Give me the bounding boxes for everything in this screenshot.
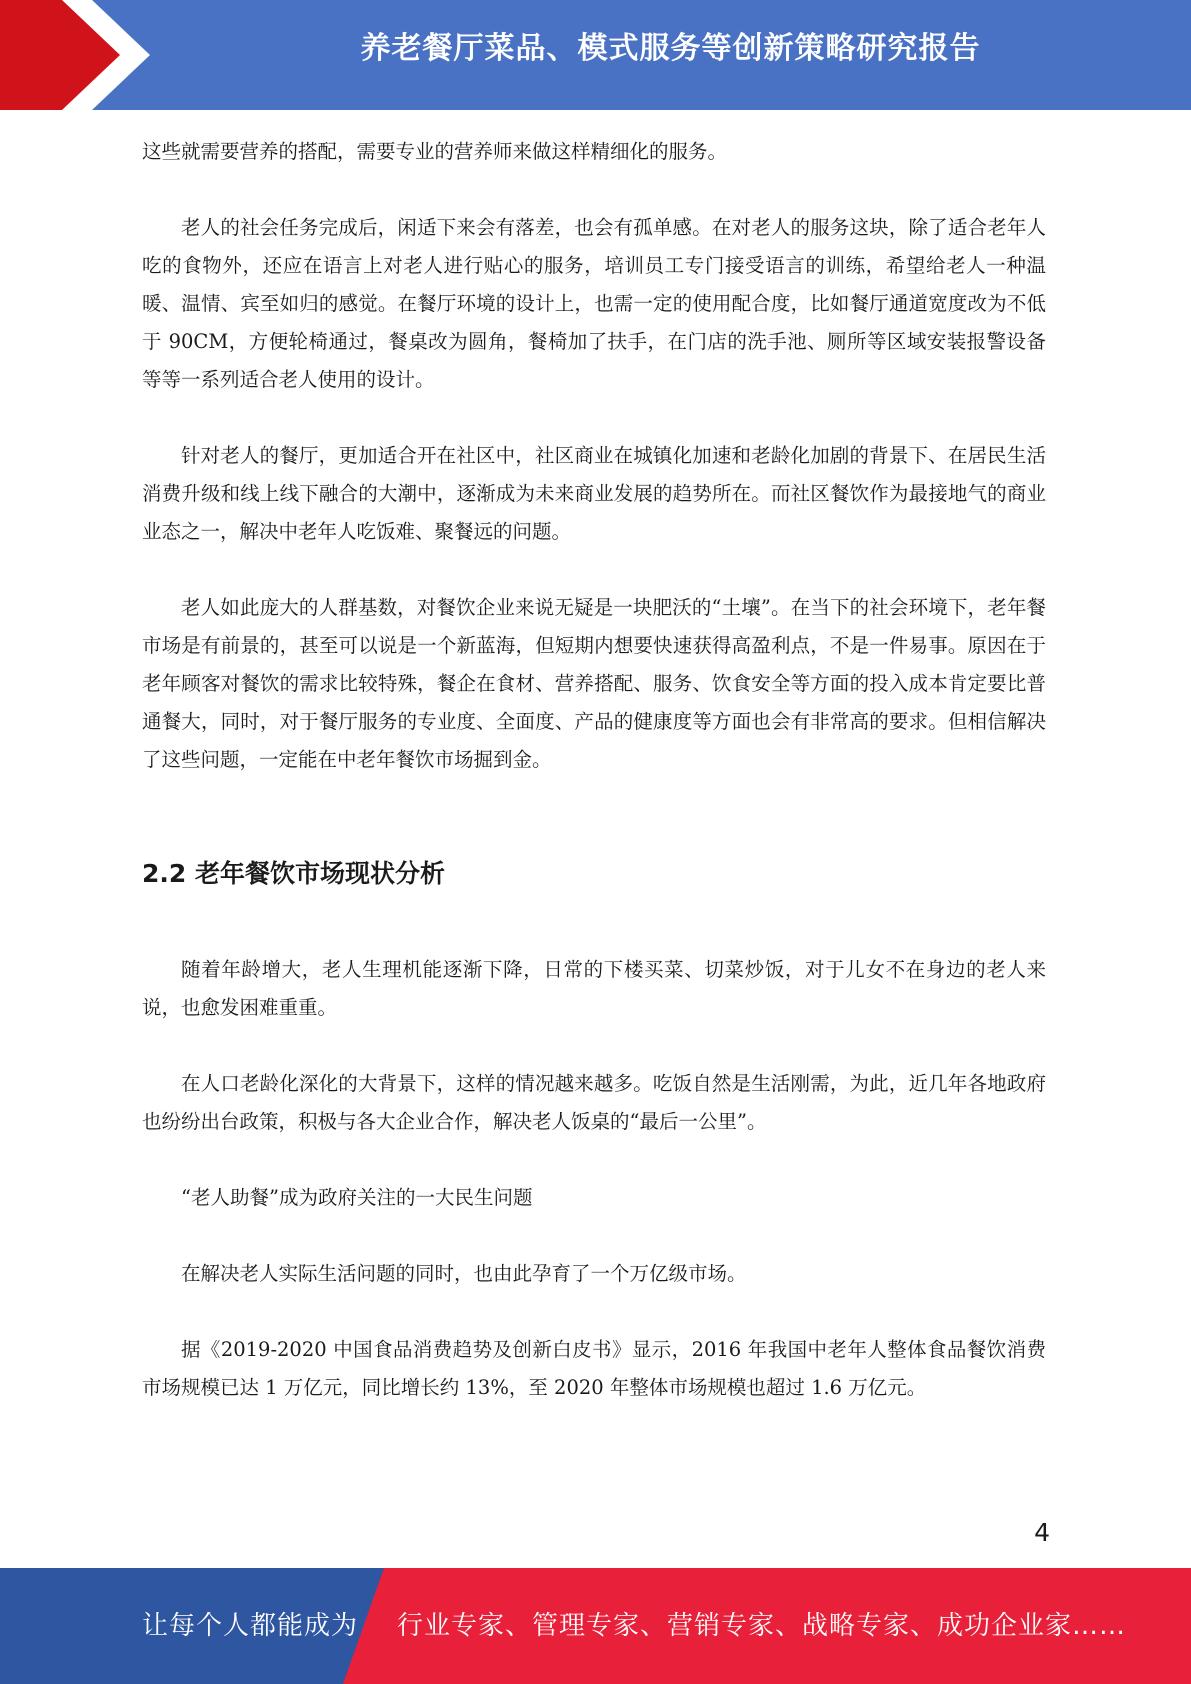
section-heading: 2.2 老年餐饮市场现状分析 xyxy=(142,859,445,888)
footer-slogan-left: 让每个人都能成为 xyxy=(142,1611,359,1641)
paragraph: 这些就需要营养的搭配，需要专业的营养师来做这样精细化的服务。 xyxy=(142,140,728,163)
paragraph: 随着年龄增大，老人生理机能逐渐下降，日常的下楼买菜、切菜炒饭，对于儿女不在身边的老人来说，也愈发困难重重。 xyxy=(142,958,1046,1019)
paragraph: “老人助餐”成为政府关注的一大民生问题 xyxy=(181,1186,533,1209)
paragraph: 针对老人的餐厅，更加适合开在社区中，社区商业在城镇化加速和老龄化加剧的背景下、在居民生活消费升级和线上线下融合的大潮中，逐渐成为未来商业发展的趋势所在。而社区餐饮作为最接地气的商业业态之一，解决中老年人吃饭难、聚餐远的问题。 xyxy=(142,444,1046,543)
paragraph: 据《2019-2020 中国食品消费趋势及创新白皮书》显示，2016 年我国中老年人整体食品餐饮消费市场规模已达 1 万亿元，同比增长约 13%，至 2020 年整体市场规模也超过 1.6 万亿元。 xyxy=(142,1338,1046,1399)
paragraph: 在解决老人实际生活问题的同时，也由此孕育了一个万亿级市场。 xyxy=(181,1262,747,1285)
report-title: 养老餐厅菜品、模式服务等创新策略研究报告 xyxy=(360,31,981,66)
page-header xyxy=(0,0,1191,110)
paragraph: 在人口老龄化深化的大背景下，这样的情况越来越多。吃饭自然是生活刚需，为此，近几年各地政府也纷纷出台政策，积极与各大企业合作，解决老人饭桌的“最后一公里”。 xyxy=(142,1072,1046,1133)
page-footer xyxy=(0,1568,1191,1684)
page-body xyxy=(142,133,1046,1407)
header-chevron-decoration xyxy=(0,0,150,110)
page-number: 4 xyxy=(1034,1518,1050,1547)
footer-slogan-right: 行业专家、管理专家、营销专家、战略专家、成功企业家…… xyxy=(397,1611,1127,1641)
paragraph: 老人的社会任务完成后，闲适下来会有落差，也会有孤单感。在对老人的服务这块，除了适合老年人吃的食物外，还应在语言上对老人进行贴心的服务，培训员工专门接受语言的训练，希望给老人一种温暖、温情、宾至如归的感觉。在餐厅环境的设计上，也需一定的使用配合度，比如餐厅通道宽度改为不低于 90CM，方便轮椅通过，餐桌改为圆角，餐椅加了扶手，在门店的洗手池、厕所等区域安装报警设备等等一系列适合老人使用的设计。 xyxy=(142,216,1046,391)
paragraph: 老人如此庞大的人群基数，对餐饮企业来说无疑是一块肥沃的“土壤”。在当下的社会环境下，老年餐市场是有前景的，甚至可以说是一个新蓝海，但短期内想要快速获得高盈利点，不是一件易事。原因在于老年顾客对餐饮的需求比较特殊，餐企在食材、营养搭配、服务、饮食安全等方面的投入成本肯定要比普通餐大，同时，对于餐厅服务的专业度、全面度、产品的健康度等方面也会有非常高的要求。但相信解决了这些问题，一定能在中老年餐饮市场掘到金。 xyxy=(142,596,1046,771)
